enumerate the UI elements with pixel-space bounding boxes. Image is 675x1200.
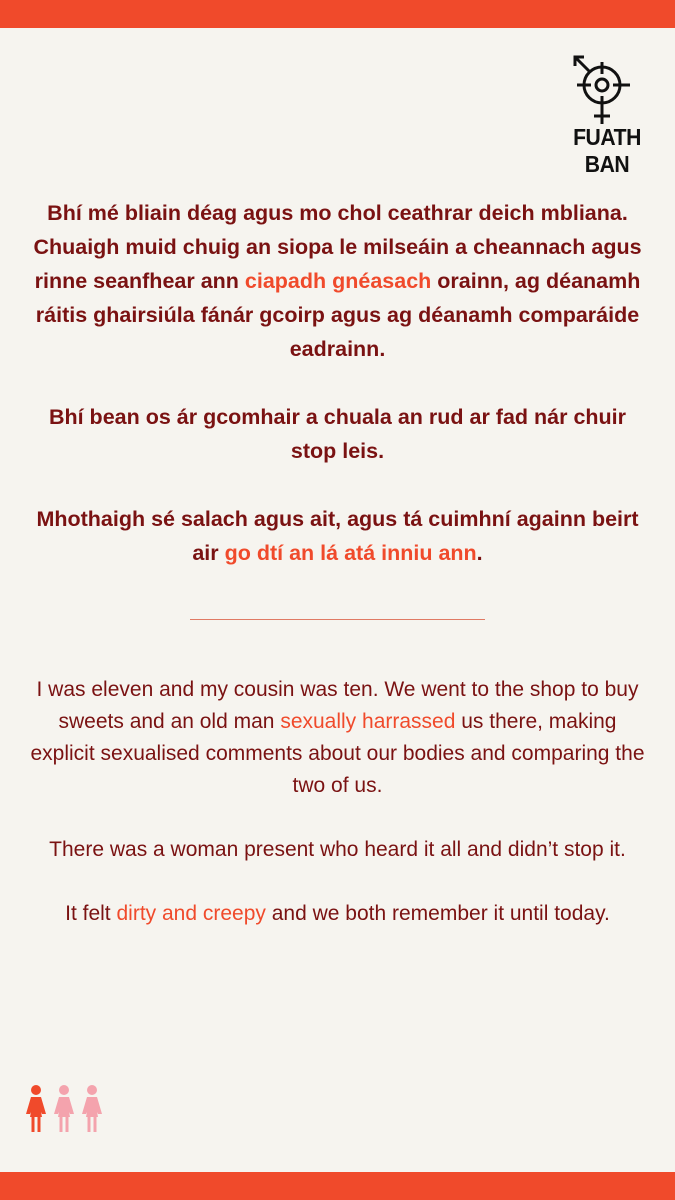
woman-figure-icon <box>82 1085 102 1132</box>
irish-p1-text: Bhí mé bliain déag agus mo chol ceathrar deich mbliana. Chuaigh muid chuig an siopa le milseáin a cheannach agus rinne seanfhear ann <box>33 201 642 293</box>
bottom-accent-bar <box>0 1172 675 1200</box>
english-p3-text: It felt <box>65 902 117 925</box>
english-text-block <box>30 674 645 930</box>
irish-paragraph-1 <box>30 196 645 366</box>
irish-p3-text: Mhothaigh sé salach agus ait, agus tá cuimhní againn beirt air <box>36 507 639 565</box>
english-p1-highlight: sexually harrassed <box>280 710 456 733</box>
irish-p3-text-end: . <box>476 541 483 565</box>
irish-p3-highlight: go dtí an lá atá inniu ann <box>224 541 477 565</box>
woman-figure-icon <box>26 1085 46 1132</box>
english-p3-text-end: and we both remember it until today. <box>265 902 610 925</box>
brand-logo <box>548 52 666 177</box>
three-women-figures-icon <box>22 1084 106 1134</box>
irish-paragraph-2: Bhí bean os ár gcomhair a chuala an rud ar fad nár chuir stop leis. <box>48 405 627 463</box>
irish-p1-highlight: ciapadh gnéasach <box>244 269 432 293</box>
irish-p1-text-end: orainn, ag déanamh ráitis ghairsiúla fánár gcoirp agus ag déanamh comparáide eadrainn. <box>35 269 641 361</box>
english-paragraph-3 <box>30 898 645 930</box>
woman-figure-icon <box>54 1085 74 1132</box>
irish-text-block <box>30 196 645 570</box>
english-p3-highlight: dirty and creepy <box>116 902 266 925</box>
crosshair-male-female-icon <box>572 52 642 124</box>
top-accent-bar <box>0 0 675 28</box>
brand-name: FUATH BAN <box>573 124 641 177</box>
section-divider <box>190 619 485 620</box>
english-paragraph-2: There was a woman present who heard it all and didn’t stop it. <box>49 838 626 861</box>
english-paragraph-1 <box>30 674 645 802</box>
irish-paragraph-3 <box>30 502 645 570</box>
english-p1-text: I was eleven and my cousin was ten. We went to the shop to buy sweets and an old man <box>36 678 639 733</box>
english-p1-text-end: us there, making explicit sexualised comments about our bodies and comparing the two of us. <box>30 710 645 797</box>
